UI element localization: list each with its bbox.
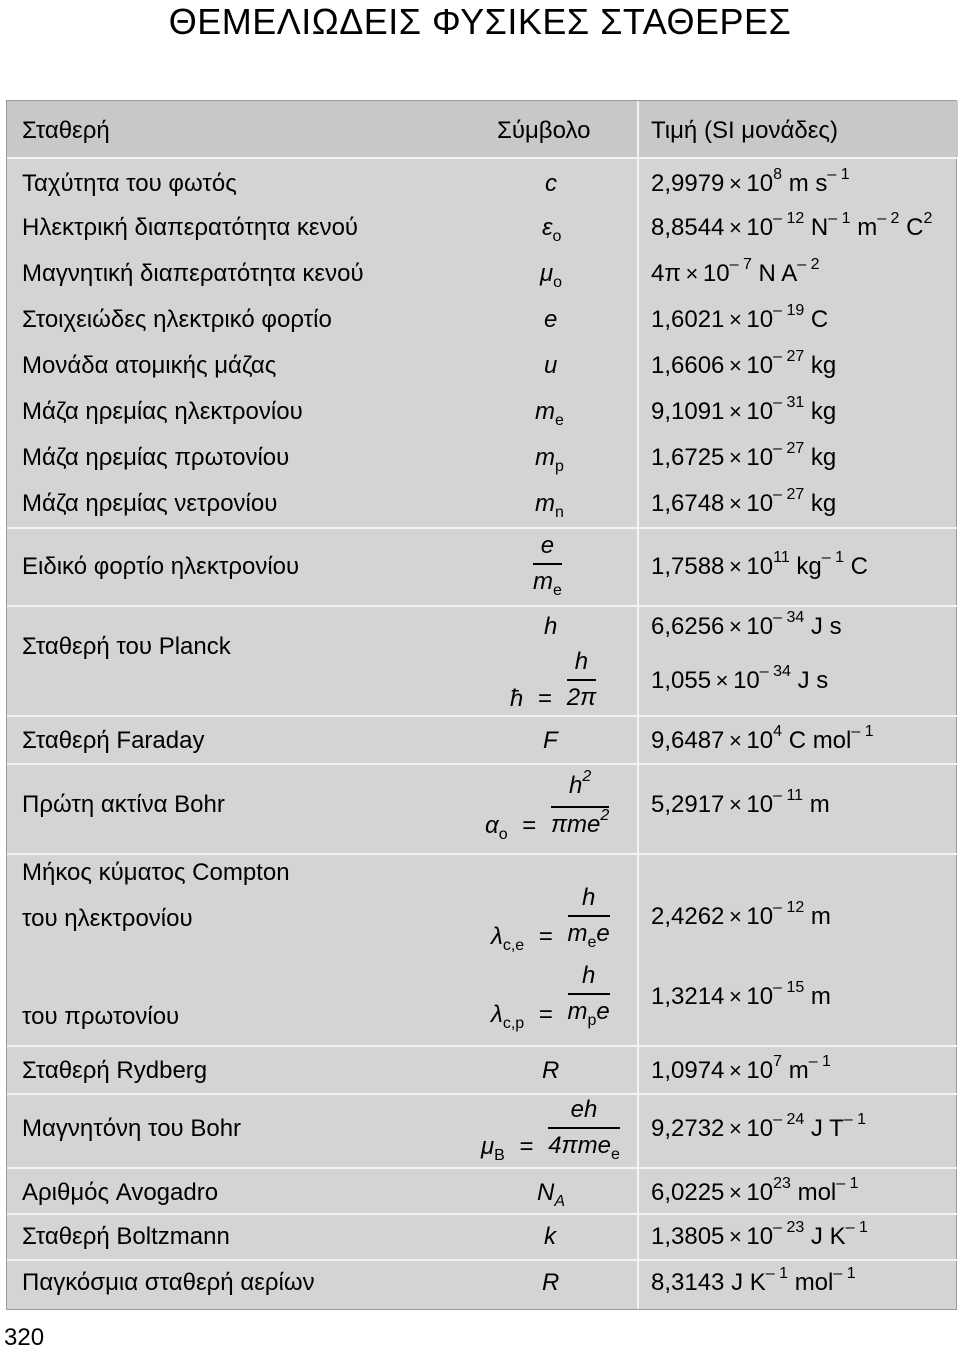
compton-electron-symbol: $\lambda_{c,e}$ = $\frac{h}{m_ee}$ (491, 884, 610, 954)
compton-electron-label: του ηλεκτρονίου (22, 905, 193, 932)
constant-symbol: R (542, 1057, 560, 1084)
table-row (7, 435, 958, 479)
constant-name: Ειδικό φορτίο ηλεκτρονίου (22, 553, 300, 580)
constant-symbol: $N_A$ (537, 1179, 566, 1210)
constant-name: Μονάδα ατομικής μάζας (22, 352, 277, 379)
table-row (7, 159, 958, 203)
constant-symbol: $m_p$ (535, 444, 564, 475)
constant-name: Αριθμός Avogadro (22, 1179, 219, 1206)
header-value: Τιμή (SI μονάδες) (651, 117, 838, 144)
constant-value: $6,6256 \times 10^{- 34}$ J s (651, 609, 842, 640)
constant-value: $1,6725 \times 10^{- 27}$ kg (651, 440, 837, 471)
constant-symbol: R (542, 1269, 560, 1296)
constant-symbol: $\mu_B$ = $\frac{eh}{4\pi me_e}$ (481, 1096, 620, 1164)
constant-value: $1,7588 \times 10^{11}$ $kg^{- 1}$ C (651, 549, 869, 580)
table-row (7, 717, 958, 763)
constant-value: 8,3143 J $K^{- 1}$ mol$^{- 1}$ (651, 1265, 856, 1296)
constant-symbol: F (543, 727, 558, 754)
constant-symbol: $\varepsilon_o$ (542, 214, 562, 245)
constant-name: Σταθερή του Planck (22, 633, 231, 660)
constant-symbol: $\frac{e}{m_e}$ (533, 532, 562, 599)
page-title: ΘΕΜΕΛΙΩΔΕΙΣ ΦΥΣΙΚΕΣ ΣΤΑΘΕΡΕΣ (168, 1, 792, 42)
header-constant: Σταθερή (22, 117, 110, 144)
constant-name: Μήκος κύματος Compton (22, 859, 290, 886)
constant-name: Μαγνητική διαπερατότητα κενού (22, 260, 364, 287)
constant-value: $2,9979 \times 10^8$ m $s^{- 1}$ (651, 166, 850, 197)
table-row (7, 389, 958, 433)
table-row (7, 1047, 958, 1093)
constant-symbol: k (544, 1223, 556, 1250)
constant-value: $9,2732 \times 10^{- 24}$ J $T^{- 1}$ (651, 1111, 867, 1142)
hbar-symbol: ħ = $\frac{h}{2\pi}$ (510, 648, 597, 713)
constant-symbol: $m_e$ (535, 398, 564, 429)
constant-symbol: $\alpha_o$ = $\frac{h^2}{\pi me^2}$ (485, 768, 610, 844)
compton-proton-symbol: $\lambda_{c,p}$ = $\frac{h}{m_pe}$ (491, 962, 610, 1032)
compton-proton-label: του πρωτονίου (22, 1003, 180, 1030)
constant-value: $1,6748 \times 10^{- 27}$ kg (651, 486, 837, 517)
table-row (7, 765, 958, 853)
constant-value: $1,3805 \times 10^{- 23}$ J $K^{- 1}$ (651, 1219, 868, 1250)
constant-value: $6,0225 \times 10^{23}$ mol$^{- 1}$ (651, 1175, 859, 1206)
constant-value: $9,1091 \times 10^{- 31}$ kg (651, 394, 837, 425)
constant-symbol: $m_n$ (535, 490, 564, 521)
constant-name: Ταχύτητα του φωτός (22, 170, 237, 197)
constant-value: $8,8544 \times 10^{- 12}$ $N^{- 1}$ $m^{- 2}$ $C^2$ (651, 210, 933, 241)
constant-value: $1,0974 \times 10^7$ $m^{- 1}$ (651, 1053, 831, 1084)
constants-table (6, 100, 957, 1310)
constant-symbol: e (544, 306, 558, 333)
constant-name: Παγκόσμια σταθερή αερίων (22, 1269, 315, 1296)
constant-name: Σταθερή Faraday (22, 727, 205, 754)
table-row (7, 481, 958, 525)
table-row (7, 1169, 958, 1213)
constant-name: Σταθερή Rydberg (22, 1057, 208, 1084)
table-row (7, 343, 958, 387)
table-row (7, 607, 958, 715)
table-row (7, 855, 958, 1045)
table-row (7, 1215, 958, 1259)
constant-symbol: c (545, 170, 557, 197)
table-row (7, 297, 958, 341)
constant-value: $5,2917 \times 10^{- 11}$ m (651, 787, 830, 818)
constant-name: Ηλεκτρική διαπερατότητα κενού (22, 214, 359, 241)
constant-name: Στοιχειώδες ηλεκτρικό φορτίο (22, 306, 332, 333)
table-header-row (7, 101, 958, 157)
constant-value: $1,6021 \times 10^{- 19}$ C (651, 302, 829, 333)
table-row (7, 1095, 958, 1167)
constant-value: $9,6487 \times 10^4$ C mol$^{- 1}$ (651, 723, 874, 754)
table-row (7, 205, 958, 249)
constant-name: Μαγνητόνη του Bohr (22, 1115, 242, 1142)
constant-symbol: $\mu_o$ (540, 260, 563, 291)
header-symbol: Σύμβολο (497, 117, 591, 144)
table-row (7, 529, 958, 605)
table-row (7, 1261, 958, 1309)
constant-symbol: u (544, 352, 558, 379)
table-row (7, 251, 958, 295)
constant-name: Μάζα ηρεμίας πρωτονίου (22, 444, 290, 471)
constant-value: $1,6606 \times 10^{- 27}$ kg (651, 348, 837, 379)
hbar-value: $1,055 \times 10^{- 34}$ J s (651, 663, 829, 694)
compton-proton-value: $1,3214 \times 10^{- 15}$ m (651, 979, 831, 1010)
page-number: 320 (4, 1324, 45, 1351)
constant-symbol: h (544, 613, 558, 640)
constant-name: Μάζα ηρεμίας νετρονίου (22, 490, 278, 517)
constant-name: Σταθερή Boltzmann (22, 1223, 230, 1250)
compton-electron-value: $2,4262 \times 10^{- 12}$ m (651, 899, 831, 930)
constant-name: Πρώτη ακτίνα Bohr (22, 791, 225, 818)
constant-value: $4\pi \times 10^{- 7}$ N $A^{- 2}$ (651, 256, 820, 287)
constant-name: Μάζα ηρεμίας ηλεκτρονίου (22, 398, 303, 425)
